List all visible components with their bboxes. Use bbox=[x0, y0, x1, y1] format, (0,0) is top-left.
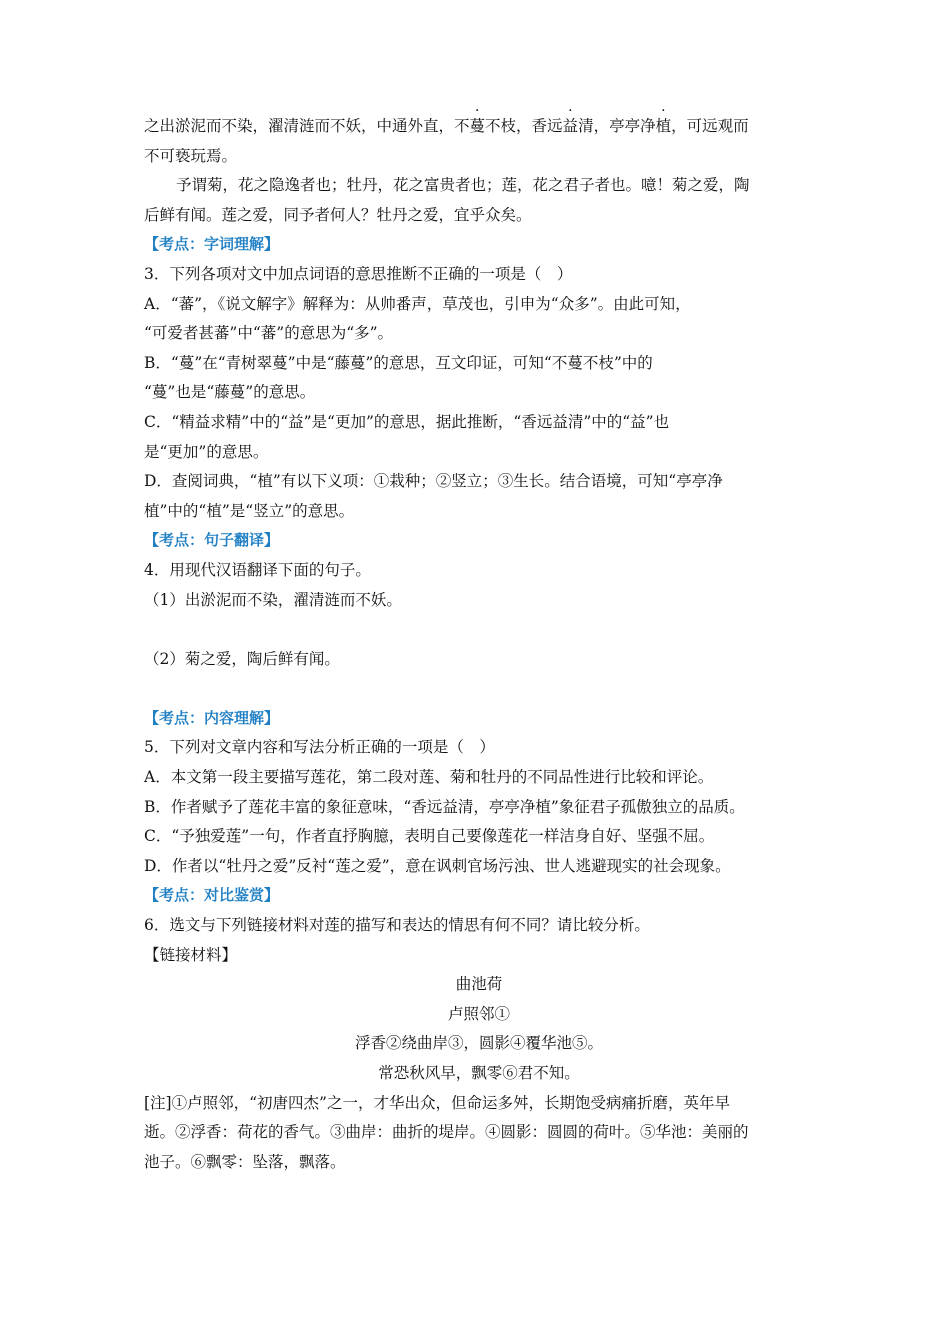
passage-text: 之出淤泥而不染，濯清涟而不妖，中通外直，不 bbox=[144, 117, 470, 135]
dotted-word-man: 蔓 bbox=[469, 117, 486, 135]
q5-option-a: A．本文第一段主要描写莲花，第二段对莲、菊和牡丹的不同品性进行比较和评论。 bbox=[144, 768, 714, 787]
answer-space bbox=[144, 615, 814, 645]
poem-title: 曲池荷 bbox=[455, 975, 503, 994]
q3-option-a-cont: “可爱者甚蕃”中“蕃”的意思为“多”。 bbox=[144, 324, 394, 343]
passage-text: 不枝，香远 bbox=[485, 117, 563, 135]
poem-author: 卢照邻① bbox=[447, 1004, 510, 1023]
document-page bbox=[144, 112, 814, 1177]
q3-option-b: B．“蔓”在“青树翠蔓”中是“藤蔓”的意思，互文印证，可知“不蔓不枝”中的 bbox=[144, 353, 653, 372]
poem-note: 池子。⑥飘零：坠落，飘落。 bbox=[144, 1152, 346, 1171]
section-heading-vocab: 【考点：字词理解】 bbox=[144, 235, 280, 254]
poem-line: 浮香②绕曲岸③，圆影④覆华池⑤。 bbox=[354, 1034, 603, 1053]
q3-option-d: D．查阅词典，“植”有以下义项：①栽种；②竖立；③生长。结合语境，可知“亭亭净 bbox=[144, 472, 723, 491]
q6-stem: 6．选文与下列链接材料对莲的描写和表达的情思有何不同？请比较分析。 bbox=[144, 916, 650, 935]
section-heading-content: 【考点：内容理解】 bbox=[144, 708, 280, 727]
dotted-word-yi: 益 bbox=[562, 117, 579, 135]
answer-space bbox=[144, 674, 814, 704]
section-heading-compare: 【考点：对比鉴赏】 bbox=[144, 886, 280, 905]
material-label: 【链接材料】 bbox=[144, 945, 238, 964]
dotted-word-zhi: 植 bbox=[655, 117, 672, 135]
q5-stem: 5．下列对文章内容和写法分析正确的一项是（ ） bbox=[144, 738, 495, 757]
q3-option-a: A．“蕃”，《说文解字》解释为：从帅番声，草茂也，引申为“众多”。由此可知， bbox=[144, 294, 691, 313]
passage-line: 予谓菊，花之隐逸者也；牡丹，花之富贵者也；莲，花之君子者也。噫！菊之爱，陶 bbox=[176, 176, 750, 195]
passage-line: 后鲜有闻。莲之爱，同予者何人？牡丹之爱，宜乎众矣。 bbox=[144, 205, 532, 224]
passage-text: ，可远观而 bbox=[671, 117, 749, 135]
poem-line: 常恐秋风早，飘零⑥君不知。 bbox=[378, 1064, 580, 1082]
q3-option-c: C．“精益求精”中的“益”是“更加”的意思，据此推断，“香远益清”中的“益”也 bbox=[144, 412, 670, 431]
q3-option-b-cont: “蔓”也是“藤蔓”的意思。 bbox=[144, 383, 316, 402]
q3-option-c-cont: 是“更加”的意思。 bbox=[144, 442, 269, 461]
passage-line: 不可亵玩焉。 bbox=[144, 146, 238, 165]
q5-option-c: C．“予独爱莲”一句，作者直抒胸臆，表明自己要像莲花一样洁身自好、坚强不屈。 bbox=[144, 827, 715, 846]
q5-option-d: D．作者以“牡丹之爱”反衬“莲之爱”，意在讽刺官场污浊、世人逃避现实的社会现象。 bbox=[144, 856, 731, 875]
section-heading-translate: 【考点：句子翻译】 bbox=[144, 531, 280, 550]
passage-line bbox=[144, 112, 814, 142]
q5-option-b: B．作者赋予了莲花丰富的象征意味，“香远益清，亭亭净植”象征君子孤傲独立的品质。 bbox=[144, 797, 745, 816]
q4-sentence-2: （2）菊之爱，陶后鲜有闻。 bbox=[144, 649, 340, 668]
q3-option-d-cont: 植”中的“植”是“竖立”的意思。 bbox=[144, 501, 355, 520]
poem-note: 逝。②浮香：荷花的香气。③曲岸：曲折的堤岸。④圆影：圆圆的荷叶。⑤华池：美丽的 bbox=[144, 1123, 749, 1142]
q4-stem: 4．用现代汉语翻译下面的句子。 bbox=[144, 560, 371, 579]
poem-note: [注]①卢照邻，“初唐四杰”之一，才华出众，但命运多舛，长期饱受病痛折磨，英年早 bbox=[144, 1093, 730, 1112]
q3-stem: 3．下列各项对文中加点词语的意思推断不正确的一项是（ ） bbox=[144, 264, 573, 283]
passage-text: 清，亭亭净 bbox=[578, 117, 656, 135]
q4-sentence-1: （1）出淤泥而不染，濯清涟而不妖。 bbox=[144, 590, 402, 609]
